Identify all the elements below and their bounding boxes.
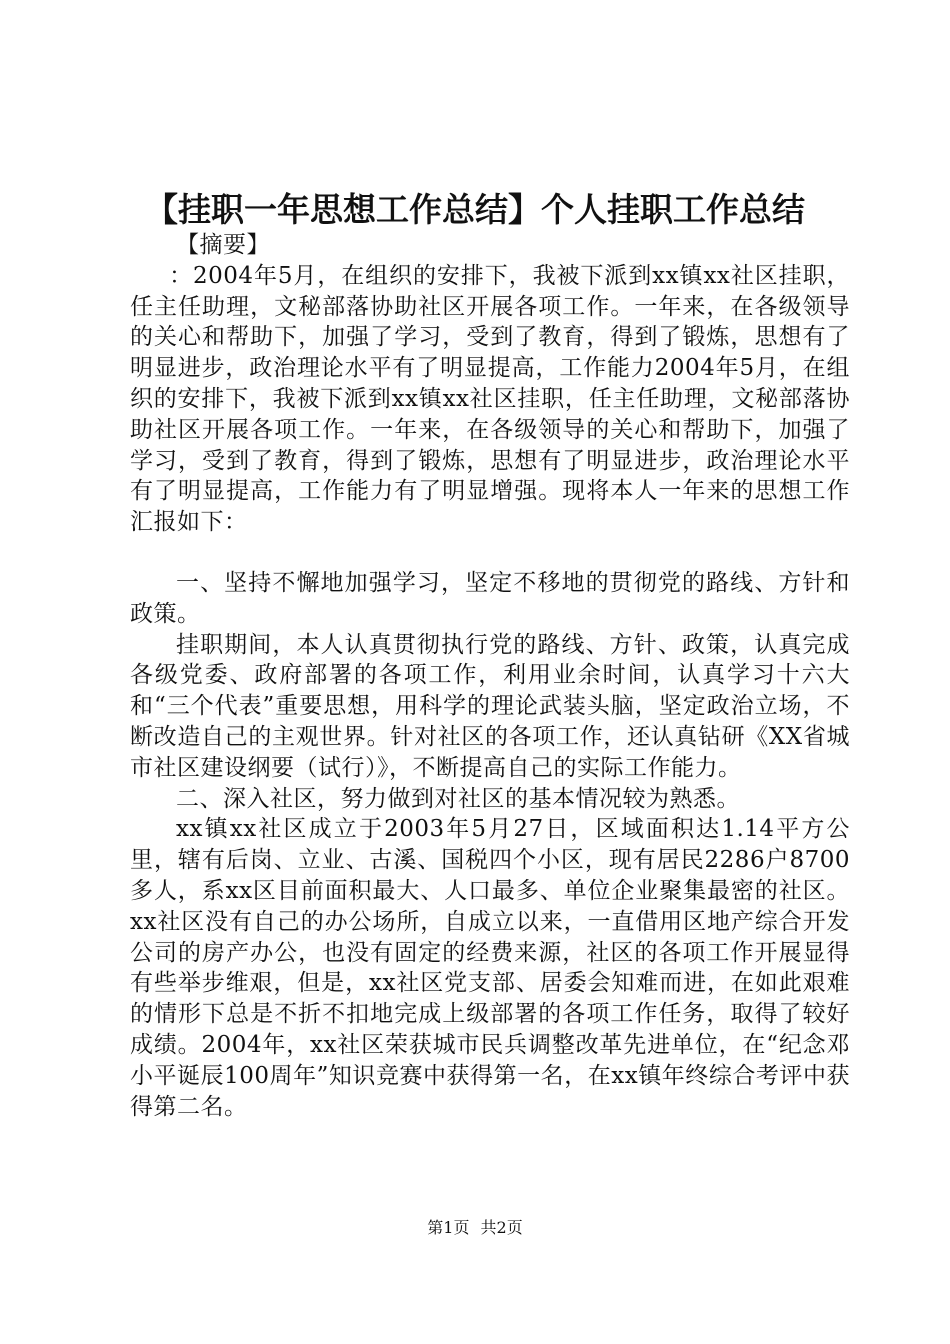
document-body (130, 230, 850, 1122)
section-paragraph-1: 挂职期间，本人认真贯彻执行党的路线、方针、政策，认真完成各级党委、政府部署的各项工作，利用业余时间，认真学习十六大和“三个代表”重要思想，用科学的理论武装头脑，坚定政治立场，不断改造自己的主观世界。针对社区的各项工作，还认真钻研《XX省城市社区建设纲要（试行）》，不断提高自己的实际工作能力。 (130, 631, 850, 781)
section-heading-2: 二、深入社区，努力做到对社区的基本情况较为熟悉。 (176, 785, 740, 812)
section-paragraph-2: xx镇xx社区成立于2003年5月27日，区域面积达1.14平方公里，辖有后岗、立业、古溪、国税四个小区，现有居民2286户8700多人，系xx区目前面积最大、人口最多、单位企业聚集最密的社区。xx社区没有自己的办公场所，自成立以来，一直借用区地产综合开发公司的房产办公，也没有固定的经费来源，社区的各项工作开展显得有些举步维艰，但是，xx社区党支部、居委会知难而进，在如此艰难的情形下总是不折不扣地完成上级部署的各项工作任务，取得了较好成绩。2004年，xx社区荣获城市民兵调整改革先进单位，在“纪念邓小平诞辰100周年”知识竞赛中获得第一名，在xx镇年终综合考评中获得第二名。 (130, 816, 850, 1120)
page-footer: 第1页 共2页 (427, 1218, 523, 1237)
abstract-paragraph: ：2004年5月，在组织的安排下，我被下派到xx镇xx社区挂职，任主任助理，文秘部落协助社区开展各项工作。一年来，在各级领导的关心和帮助下，加强了学习，受到了教育，得到了锻炼，思想有了明显进步，政治理论水平有了明显提高，工作能力2004年5月，在组织的安排下，我被下派到xx镇xx社区挂职，任主任助理，文秘部落协助社区开展各项工作。一年来，在各级领导的关心和帮助下，加强了学习，受到了教育，得到了锻炼，思想有了明显进步，政治理论水平有了明显提高，工作能力有了明显增强。现将本人一年来的思想工作汇报如下： (130, 262, 850, 536)
section-heading-1: 一、坚持不懈地加强学习，坚定不移地的贯彻党的路线、方针和政策。 (130, 569, 850, 627)
abstract-label: 【摘要】 (176, 232, 270, 258)
document-title: 【挂职一年思想工作总结】个人挂职工作总结 (145, 190, 805, 229)
paragraph-gap (130, 538, 850, 568)
